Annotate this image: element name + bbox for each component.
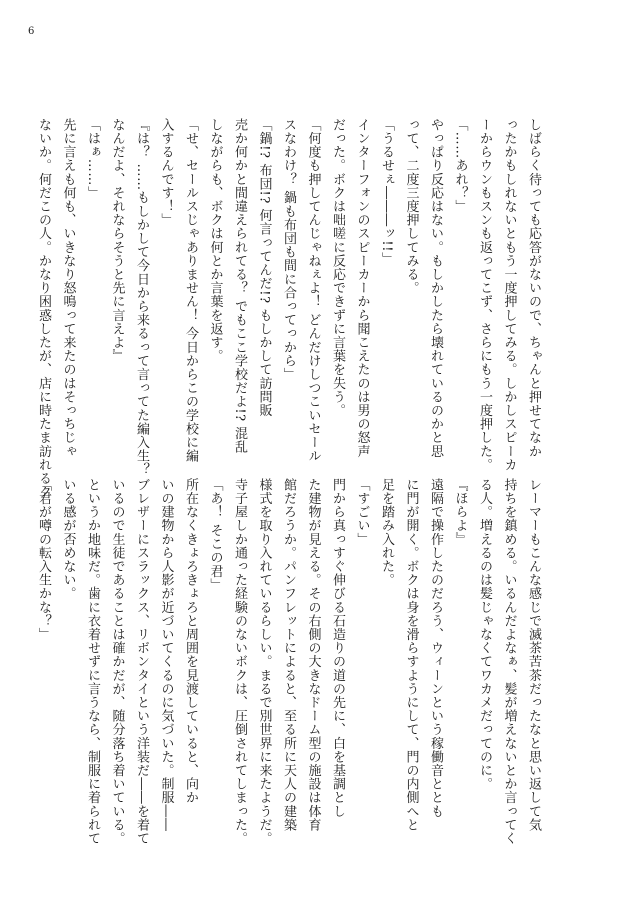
text-line: 様式を取り入れているらしい。まるで別世界に来たようだ。 — [256, 478, 272, 846]
text-line: に門が開く。ボクは身を滑らすようにして、門の内側へと — [403, 478, 419, 832]
text-line: 入するんです！」 — [158, 118, 174, 227]
text-line: 寺子屋しか通った経験のないボクは、圧倒されてしまった。 — [232, 478, 247, 846]
text-line: 『は？ ……もしかして今日から来るって言ってた編入生？ — [134, 118, 149, 477]
text-line: た建物が見える。その右側の大きなドーム型の施設は体育 — [305, 478, 321, 832]
text-line: 館だろうか。パンフレットによると、至る所に天人の建築 — [281, 478, 296, 832]
text-line: やっぱり反応はない。もしかしたら壊れているのかと思 — [428, 118, 443, 458]
text-line: って、二度三度押してみる。 — [403, 118, 419, 295]
text-line: いの建物から人影が近づいてくるのに気づいた。制服―― — [158, 478, 174, 832]
text-line: 持ちを鎮める。いるんだよなぁ、髪が増えないとか言ってく — [501, 478, 517, 846]
text-line: 足を踏み入れた。 — [379, 478, 394, 587]
text-line: ブレザーにスラックス、リボンタイという洋装だ――を着て — [134, 478, 149, 846]
text-line: 売か何かと間違えられてる？ でもここ学校だよ!? 混乱 — [232, 118, 247, 454]
text-line: いるので生徒であることは確かだが、随分落ち着いている。 — [109, 478, 125, 846]
text-line: 「すごい」 — [354, 478, 370, 546]
upper-text-block — [31, 118, 546, 499]
page-number: 6 — [28, 26, 35, 37]
text-line: 「せ、セールスじゃありません！ 今日からこの学校に編 — [183, 118, 198, 463]
text-line: しばらく待っても応答がないので、ちゃんと押せてなか — [526, 118, 541, 458]
text-line: 「あ！ そこの君」 — [207, 478, 223, 592]
text-line: ないか。何だこの人。かなり困惑したが、店に時たま訪れるク — [36, 118, 51, 499]
text-line: 「……あれ？」 — [452, 118, 468, 214]
text-line: 遠隔で操作したのだろう、ウィーンという稼働音ととも — [428, 478, 443, 818]
text-line: 「はぁ……」 — [85, 118, 100, 200]
text-line: いる感が否めない。 — [60, 478, 76, 601]
text-line: ったかもしれないともう一度押してみる。しかしスピーカ — [501, 118, 517, 472]
text-line: 「うるせぇ―――ッ!!」 — [379, 118, 394, 266]
text-line: 「君が噂の転入生かな？」 — [36, 478, 51, 642]
text-line: 先に言えも何も、いきなり怒鳴って来たのはそっちじゃ — [60, 118, 76, 458]
text-line: インターフォンのスピーカーから聞こえたのは男の怒声 — [354, 118, 370, 458]
text-line: 門から真っすぐ伸びる石造りの道の先に、白を基調とし — [330, 478, 345, 818]
text-line: だった。ボクは咄嗟に反応できずに言葉を失う。 — [330, 118, 345, 418]
text-line: 「何度も押してんじゃねぇよ！ どんだけしつこいセール — [305, 118, 321, 463]
text-line: ーからウンもスンも返ってこず、さらにもう一度押した。 — [477, 118, 492, 472]
lower-text-block — [31, 478, 546, 846]
text-line: 「鍋!? 布団!? 何言ってんだ!? もしかして訪問販 — [256, 118, 272, 418]
text-line: る人。増えるのは髪じゃなくてワカメだってのに。 — [477, 478, 492, 791]
text-line: というか地味だ。歯に衣着せずに言うなら、制服に着られて — [85, 478, 100, 846]
text-line: スなわけ？ 鍋も布団も間に合ってっから」 — [281, 118, 296, 382]
text-line: 所在なくきょろきょろと周囲を見渡していると、向か — [183, 478, 198, 805]
text-line: レーマーもこんな感じで滅茶苦茶だったなと思い返して気 — [526, 478, 541, 832]
text-line: しながらも、ボクは何とか言葉を返す。 — [207, 118, 223, 363]
text-line: なんだよ、それならそうと先に言えよ』 — [109, 118, 125, 363]
text-line: 『ほらよ』 — [452, 478, 468, 546]
